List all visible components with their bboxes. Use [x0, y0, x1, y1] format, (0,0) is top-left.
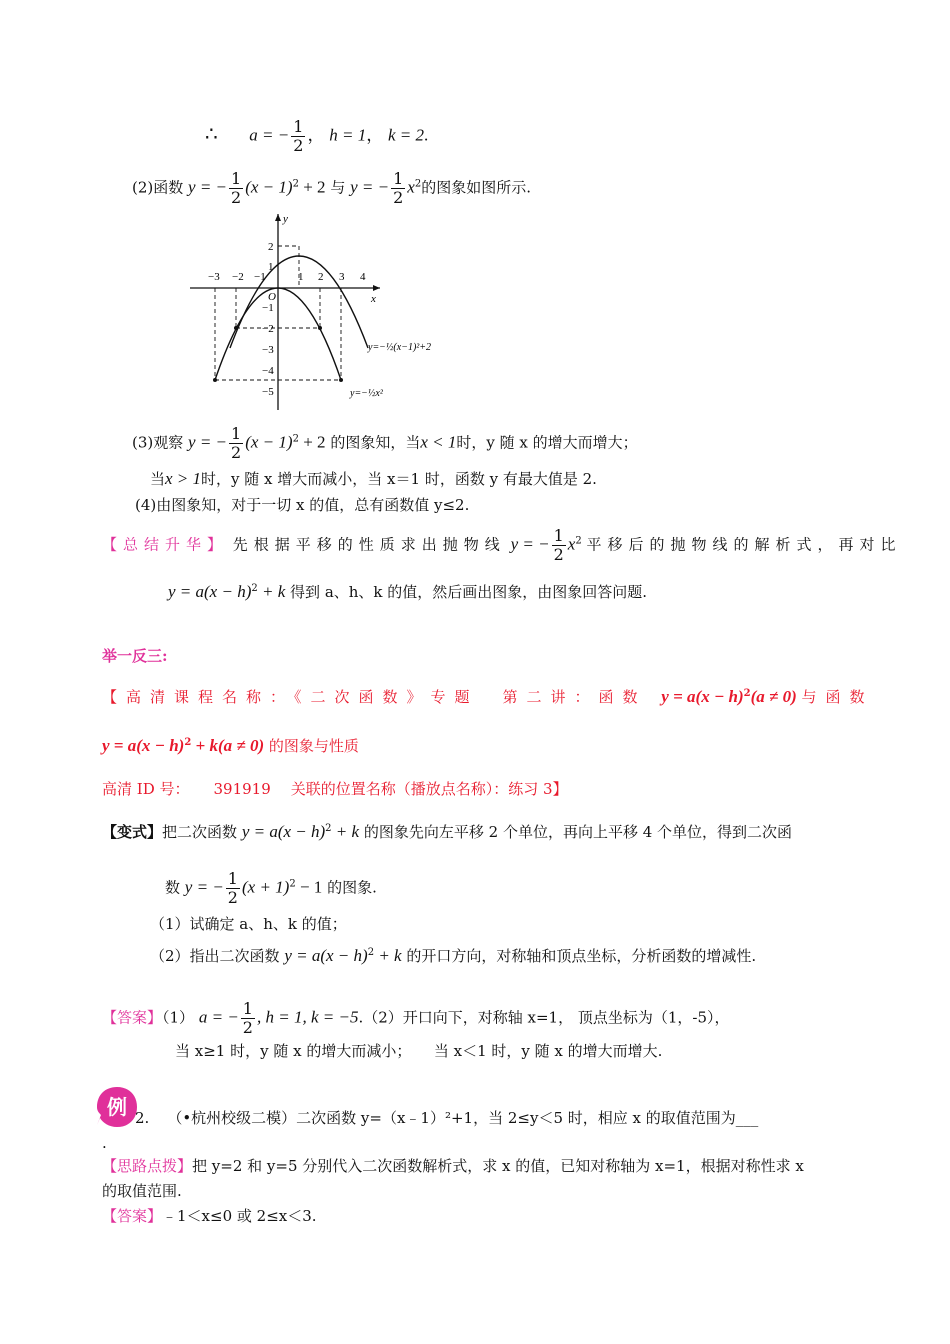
svg-text:−1: −1 — [262, 302, 274, 314]
svg-text:−3: −3 — [208, 271, 220, 283]
summary-block-2: $y = a(x - h)^2 + k$ 得到 a、h、k 的值，然后画出图象，由图象回答问题. — [168, 582, 648, 601]
course-line: 【高清课程名称：《二次函数》专题 第二讲：函数 $y = a(x - h)^2(a \ne 0)$ 与函数 — [102, 687, 874, 706]
hd-id: 391919 — [213, 780, 271, 798]
svg-text:−1: −1 — [254, 271, 266, 283]
answer1-line-2: 当 x≥1 时，y 随 x 的增大而减小； 当 x＜1 时，y 随 x 的增大而增大. — [175, 1042, 663, 1060]
svg-text:4: 4 — [360, 271, 366, 283]
y-axis-label: y — [283, 213, 288, 225]
svg-text:−5: −5 — [262, 386, 274, 398]
example-badge-icon — [95, 1085, 139, 1129]
hint-line: 【思路点拨】把 y=2 和 y=5 分别代入二次函数解析式，求 x 的值，已知对称轴为 x=1，根据对称性求 x — [102, 1157, 804, 1175]
summary-block: 【总结升华】 先根据平移的性质求出抛物线 y = − $\frac{1}{2}$ $x^2$ 平移后的抛物线的解析式，再对比 — [102, 526, 902, 564]
observation-line: (3)观察 y = − $\frac{1}{2}$ $(x - 1)^2 + 2$ 的图象知，当x < 1时，y 随 x 的增大而增大； — [132, 424, 638, 462]
hd-id-line: 高清 ID 号： 391919 关联的位置名称（播放点名称）：练习 3】 — [102, 780, 568, 798]
svg-text:2: 2 — [268, 241, 274, 253]
svg-text:−2: −2 — [262, 323, 274, 335]
course-line-2: $y = a(x - h)^2 + k(a \ne 0)$ 的图象与性质 — [102, 736, 359, 755]
answer1-line: 【答案】（1） a = − $\frac{1}{2}$ , h = 1, k = −5.（2）开口向下，对称轴 x=1， 顶点坐标为（1，-5）， — [102, 999, 730, 1037]
variant-q1: （1）试确定 a、h、k 的值； — [150, 915, 347, 933]
parabola-graph — [190, 210, 470, 410]
svg-text:例: 例 — [107, 1095, 127, 1119]
summary-tag: 【总结升华】 — [102, 535, 229, 554]
answer-tag: 【答案】 — [102, 1008, 163, 1027]
answer2-line: 【答案】﹣1＜x≤0 或 2≤x＜3. — [102, 1207, 317, 1225]
hint-line-2: 的取值范围. — [102, 1182, 182, 1200]
svg-text:3: 3 — [339, 271, 345, 283]
example2-dot: . — [102, 1134, 107, 1152]
fraction: $\frac{1}{2}$ — [553, 526, 564, 564]
variant-line-2: 数 y = − $\frac{1}{2}$ $(x + 1)^2 - 1$ 的图象. — [165, 869, 377, 907]
observation-line-3: (4)由图象知，对于一切 x 的值，总有函数值 y≤2. — [135, 496, 470, 514]
conclusion-line: ∴ a = − $\frac{1}{2}$ ， h = 1， k = 2. — [205, 117, 429, 155]
origin-label: O — [268, 291, 276, 303]
svg-text:2: 2 — [318, 271, 324, 283]
curve-shifted-label: y=−½(x−1)²+2 — [368, 342, 432, 353]
svg-text:1: 1 — [268, 261, 274, 273]
fraction: $\frac{1}{2}$ — [231, 169, 242, 207]
svg-text:−2: −2 — [232, 271, 244, 283]
variant-line: 【变式】把二次函数 $y = a(x - h)^2 + k$ 的图象先向左平移 2 个单位，再向上平移 4 个单位，得到二次函 — [102, 822, 793, 841]
observation-line-2: 当x > 1时，y 随 x 增大而减小，当 x＝1 时，函数 y 有最大值是 2. — [150, 469, 597, 488]
hint-tag: 【思路点拨】 — [102, 1157, 193, 1175]
x-axis-label: x — [371, 293, 376, 305]
y-tick-labels — [262, 241, 274, 398]
svg-text:−4: −4 — [262, 365, 274, 377]
fraction: $\frac{1}{2}$ — [227, 869, 238, 907]
svg-text:1: 1 — [298, 271, 304, 283]
curve-base-label: y=−½x² — [350, 388, 383, 399]
answer-tag: 【答案】 — [102, 1207, 163, 1225]
fraction: $\frac{1}{2}$ — [231, 424, 242, 462]
variant-q2: （2）指出二次函数 $y = a(x - h)^2 + k$ 的开口方向，对称轴和顶点坐标，分析函数的增减性. — [150, 946, 757, 965]
variant-tag: 【变式】 — [102, 823, 163, 841]
example2-line: 2. （•杭州校级二模）二次函数 y=（x﹣1）²+1，当 2≤y＜5 时，相应 x 的取值范围为___ — [135, 1109, 759, 1127]
section-title: 举一反三: — [102, 647, 168, 665]
fraction: $\frac{1}{2}$ — [393, 169, 404, 207]
graph-intro-line: (2)函数 y = − $\frac{1}{2}$ $(x - 1)^2 + 2$ 与 y = − $\frac{1}{2}$ $x^2$的图象如图所示. — [132, 169, 531, 207]
x-tick-labels — [208, 271, 366, 283]
fraction: $\frac{1}{2}$ — [293, 117, 304, 155]
svg-text:−3: −3 — [262, 344, 274, 356]
fraction: $\frac{1}{2}$ — [242, 999, 253, 1037]
